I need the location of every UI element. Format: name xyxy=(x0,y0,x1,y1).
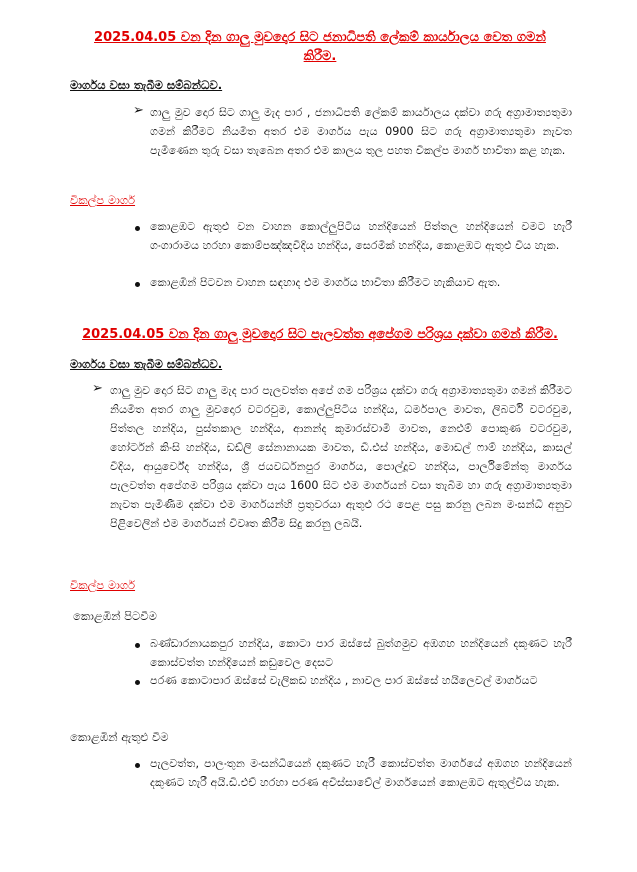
section1-closure-heading: මාර්ගය වසා තැබීම සම්බන්ධව. xyxy=(70,78,223,92)
exit-item-1: බණ්ඩාරනායකපුර හන්දිය, කොටා පාර ඔස්සේ බුත්ගමුව අඹගහ හන්දියෙන් දකුණට හැරී කොස්වත්ත හන්දියෙන් කඩුවෙල දෙසට xyxy=(150,637,572,669)
section1-title-line1: 2025.04.05 වන දින ගාලු මුවදොර සිට ජනාධිපති ලේකම් කාර්යාලය වෙත ගමන් xyxy=(94,30,546,45)
bullet-icon xyxy=(135,763,140,768)
bullet-icon xyxy=(135,643,140,648)
bullet-icon xyxy=(135,282,140,287)
section1-title xyxy=(60,28,580,66)
exit-item-2: පරණ කොටාපාර ඔස්සේ වැලිකඩ හන්දිය , නාවල පාර ඔස්සේ හයිලෙවල් මාර්ගයට xyxy=(150,674,538,687)
section1-closure-text: ගාලු මුව දොර සිට ගාලු මැද පාර , ජනාධිපති ලේකම් කාර්යාලය දක්වා ගරු අග්‍රාමාත්‍යතුමා ගමන් කිරීමට නියමිත අතර එම මාර්ගය පැය 0900 සිට ගරු අග්‍රාමාත්‍යතුමා නැවත පැමිණෙන තුරු වසා තැබෙන අතර එම කාලය තුල පහත විකල්ප මාර්ග භාවිතා කළ හැක. xyxy=(150,106,572,157)
section1-alt-item-2: කොළඹින් පිටවන වාහන සඳහාද එම මාර්ගය භාවිතා කිරීමට හැකියාව ඇත. xyxy=(150,276,501,289)
section1-alt-heading: විකල්ප මාර්ග xyxy=(70,193,136,207)
bullet-icon xyxy=(135,226,140,231)
arrow-bullet-icon: ➢ xyxy=(133,103,144,118)
bullet-icon xyxy=(135,680,140,685)
section1-alt-item-1: කොළඹට ඇතුළු වන වාහන කොල්ලුපිටිය හන්දියෙන් පිත්තල හන්දියෙන් වමට හැරී ගංගාරාමය හරහා කොම්පඤ්ඤවීදිය හන්දිය, සෙරමික් හන්දිය, කොළඹට ඇතුළු විය හැක. xyxy=(150,220,572,252)
entry-label: කොළඹින් ඇතුළු වීම xyxy=(70,730,169,744)
entry-item-1: පැලවත්ත, පාලංතුන මංසන්ධියෙන් දකුණට හැරී කොස්වත්ත මාර්ගයේ අඹගහ හන්දියෙන් දකුණට හැරී අයි.ඩී.එච් හරහා පරණ අවිස්සාවේල් මාර්ගයෙන් කොළඹට ඇතුල්විය හැක. xyxy=(150,757,572,789)
exit-label: කොළඹින් පිටවීම xyxy=(73,609,157,623)
section2-alt-heading: විකල්ප මාර්ග xyxy=(70,578,136,592)
section2-title: 2025.04.05 වන දින ගාලු මුවදොර සිට පැලවත්ත අපේගම පරිශ්‍රය දක්වා ගමන් කිරීම. xyxy=(82,327,558,342)
section2-closure-heading: මාර්ගය වසා තැබීම සම්බන්ධව. xyxy=(70,357,223,371)
section2-closure-text: ගාලු මුව දොර සිට ගාලු මැද පාර පැලවත්ත අපේ ගම පරිශ්‍රය දක්වා ගරු අග්‍රාමාත්‍යතුමා ගමන් කිරීමට නියමිත අතර ගාලු මුවදොර වටරවුම, කොල්ලුපිටිය හන්දිය, ධර්මපාල මාවත, ලිබර්ටි වටරවුම, පිත්තල හන්දිය, පුස්තකාල හන්දිය, ආනන්ද කුමාරස්වාමි මාවත, නෙළුම් පොකුණ වටරවුම, හෝර්ටන් කිංසි හන්දිය, ඩඩ්ලි සේනානායක මාවත, ඩී.එස් හන්දිය, මොඩල් ෆාම් හන්දිය, කාසල් වීදිය, ආයුර්වේද හන්දිය, ශ්‍රී ජයවර්ධනපුර මාර්ගය, පොල්දූව හන්දිය, පාර්ලිමේන්තු මාර්ගය පැලවත්ත අපේගම පරිශ්‍රය දක්වා පැය 1600 සිට එම මාර්ගයන් වසා තැබීම හා ගරු අග්‍රාමාත්‍යතුමා නැවත පැමිණීම දක්වා එම මාර්ගයන්හි ප්‍රතුවරයා ඇතුළු රථ පෙළ පසු කරනු ලබන මංසන්ධි අනුව පිළිවෙලින් එම මාර්ගයන් විවෘත කිරීම සිදු කරනු ලබයි. xyxy=(110,384,572,530)
section1-title-line2: කිරීම. xyxy=(303,49,337,64)
arrow-bullet-icon: ➢ xyxy=(92,381,103,396)
